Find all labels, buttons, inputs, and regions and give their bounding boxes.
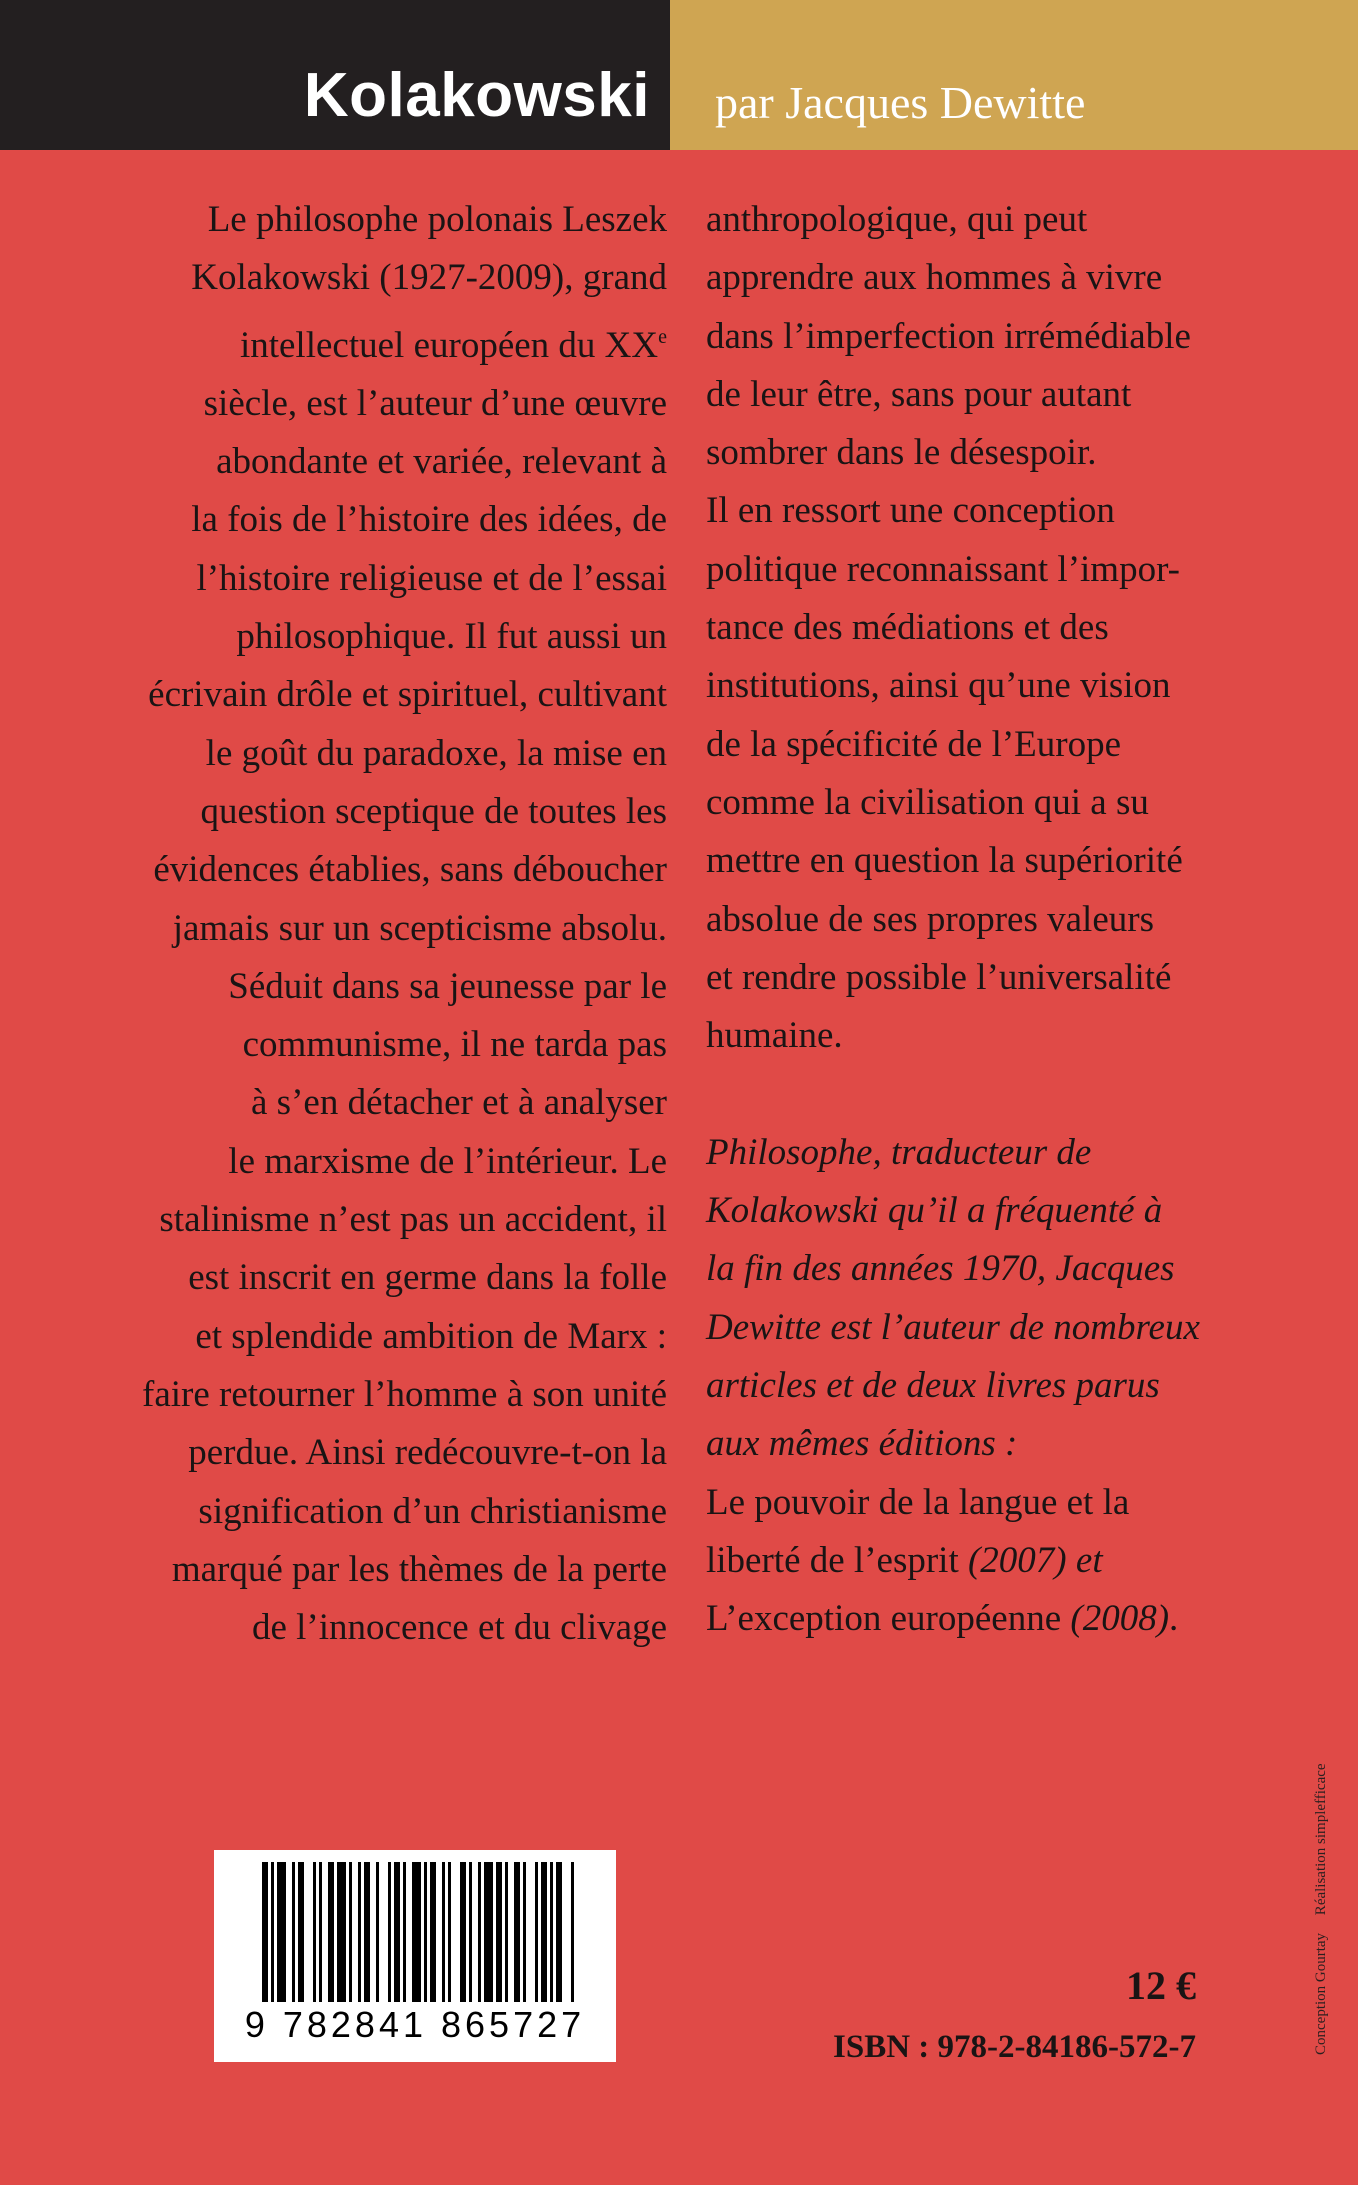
- barcode-bar: [478, 1862, 481, 2002]
- author-bio-line: articles et de deux livres parus: [706, 1364, 1160, 1406]
- barcode-bar: [358, 1862, 361, 2002]
- blurb-line: sombrer dans le désespoir.: [706, 432, 1097, 474]
- blurb-line: question sceptique de toutes les: [200, 790, 667, 832]
- blurb-line: anthropologique, qui peut: [706, 199, 1088, 240]
- book-title-text: liberté de l’esprit: [706, 1539, 959, 1581]
- barcode-number: 9 782841 865727: [244, 2004, 586, 2045]
- barcode-bar: [550, 1862, 553, 2002]
- blurb-line: Le philosophe polonais Leszek: [207, 199, 667, 240]
- author-bio-line: la fin des années 1970, Jacques: [706, 1248, 1175, 1290]
- blurb-line: comme la civilisation qui a su: [706, 781, 1149, 823]
- barcode-bar: [298, 1862, 304, 2002]
- barcode-bar: [469, 1862, 472, 2002]
- barcode-bar: [364, 1862, 370, 2002]
- barcode-bar: [319, 1862, 322, 2002]
- header-title-band: [0, 0, 670, 150]
- barcode-bar: [328, 1862, 334, 2002]
- blurb-line: évidences établies, sans déboucher: [153, 849, 667, 891]
- blurb-line: absolue de ses propres valeurs: [706, 898, 1154, 940]
- credit-production: Réalisation simplefficace: [1313, 1763, 1329, 1916]
- blurb-line: dans l’imperfection irrémédiable: [706, 315, 1191, 357]
- blurb-line: jamais sur un scepticisme absolu.: [172, 907, 667, 949]
- author-bio-line: Philosophe, traducteur de: [706, 1131, 1092, 1173]
- barcode-bar: [571, 1862, 574, 2002]
- barcode-bar: [388, 1862, 391, 2002]
- barcode-bar: [556, 1862, 562, 2002]
- book-title-line: [706, 1532, 1306, 1590]
- blurb-line: mettre en question la supériorité: [706, 840, 1183, 882]
- blurb-line: signification d’un christianisme: [198, 1490, 667, 1532]
- barcode-bar: [496, 1862, 502, 2002]
- barcode: [214, 1850, 616, 2062]
- book-connector: et: [1066, 1539, 1103, 1581]
- author-bio-line: Dewitte est l’auteur de nombreux: [706, 1306, 1200, 1348]
- blurb-line: et rendre possible l’universalité: [706, 956, 1172, 998]
- isbn: ISBN : 978-2-84186-572-7: [833, 2029, 1196, 2065]
- barcode-bar: [505, 1862, 508, 2002]
- blurb-line: siècle, est l’auteur d’une œuvre: [203, 382, 667, 424]
- book-year: (2008): [1070, 1598, 1170, 1640]
- blurb-line: de leur être, sans pour autant: [706, 373, 1132, 415]
- design-credit: [1313, 1685, 1333, 2055]
- barcode-bar: [460, 1862, 466, 2002]
- blurb-line: humaine.: [706, 1015, 843, 1057]
- barcode-bar: [262, 1862, 268, 2002]
- blurb-line: stalinisme n’est pas un accident, il: [159, 1199, 667, 1241]
- barcode-bar: [448, 1862, 451, 2002]
- barcode-bar: [349, 1862, 352, 2002]
- barcode-bar: [394, 1862, 400, 2002]
- blurb-line: de la spécificité de l’Europe: [706, 723, 1122, 765]
- header-author-band: [670, 0, 1358, 150]
- book-year: (2007): [967, 1539, 1067, 1581]
- blurb-line: tance des médiations et des: [706, 607, 1109, 649]
- blurb-line: le marxisme de l’intérieur. Le: [228, 1140, 667, 1182]
- blurb-left-column: [95, 191, 667, 1657]
- barcode-bar: [337, 1862, 346, 2002]
- blurb-line: écrivain drôle et spirituel, cultivant: [148, 674, 667, 716]
- barcode-bar: [523, 1862, 526, 2002]
- blurb-line: et splendide ambition de Marx :: [195, 1315, 667, 1357]
- author-bio-line: aux mêmes éditions :: [706, 1423, 1018, 1465]
- barcode-bar: [292, 1862, 295, 2002]
- blurb-line: apprendre aux hommes à vivre: [706, 257, 1163, 299]
- book-title-line: Le pouvoir de la langue et la: [706, 1481, 1130, 1523]
- credit-design: Conception Gourtay: [1313, 1932, 1329, 2055]
- price: 12 €: [1126, 1963, 1196, 2008]
- barcode-bar: [277, 1862, 286, 2002]
- barcode-bar: [442, 1862, 445, 2002]
- blurb-line: Séduit dans sa jeunesse par le: [228, 965, 667, 1007]
- barcode-bar: [271, 1862, 274, 2002]
- barcode-bars: [214, 1850, 616, 2010]
- century-superscript: e: [658, 325, 667, 348]
- barcode-bar: [313, 1862, 316, 2002]
- blurb-line: communisme, il ne tarda pas: [242, 1024, 667, 1066]
- blurb-line: marqué par les thèmes de la perte: [171, 1548, 667, 1590]
- book-title: Kolakowski: [303, 61, 650, 130]
- barcode-bar: [403, 1862, 406, 2002]
- barcode-bar: [424, 1862, 427, 2002]
- barcode-bar: [514, 1862, 520, 2002]
- blurb-line: est inscrit en germe dans la folle: [188, 1257, 667, 1299]
- end-punctuation: .: [1169, 1598, 1179, 1640]
- blurb-line: Il en ressort une conception: [706, 490, 1115, 532]
- blurb-line: faire retourner l’homme à son unité: [142, 1373, 667, 1415]
- blurb-right-column: [706, 191, 1306, 1648]
- author-bio-line: Kolakowski qu’il a fréquenté à: [706, 1190, 1163, 1232]
- blurb-line: le goût du paradoxe, la mise en: [205, 732, 667, 774]
- book-title-text: L’exception européenne: [706, 1598, 1062, 1640]
- blurb-line: l’histoire religieuse et de l’essai: [196, 557, 667, 599]
- blurb-line: abondante et variée, relevant à: [216, 441, 667, 483]
- paragraph-gap: [706, 1065, 1306, 1123]
- blurb-line: de l’innocence et du clivage: [251, 1607, 667, 1649]
- blurb-line-text: intellectuel européen du XX: [239, 324, 659, 366]
- barcode-bar: [376, 1862, 379, 2002]
- barcode-bar: [484, 1862, 493, 2002]
- book-title-line: [706, 1590, 1306, 1648]
- blurb-line: politique reconnaissant l’impor-: [706, 548, 1180, 590]
- blurb-line: institutions, ainsi qu’une vision: [706, 665, 1171, 707]
- blurb-line: Kolakowski (1927-2009), grand: [191, 257, 667, 299]
- blurb-line: [95, 308, 667, 375]
- barcode-bar: [430, 1862, 436, 2002]
- barcode-bar: [541, 1862, 547, 2002]
- blurb-line: à s’en détacher et à analyser: [251, 1082, 667, 1124]
- barcode-bar: [535, 1862, 538, 2002]
- barcode-bar: [412, 1862, 421, 2002]
- blurb-line: la fois de l’histoire des idées, de: [191, 499, 667, 541]
- book-author: par Jacques Dewitte: [715, 77, 1086, 128]
- blurb-line: philosophique. Il fut aussi un: [236, 616, 667, 658]
- blurb-line: perdue. Ainsi redécouvre-t-on la: [188, 1432, 667, 1474]
